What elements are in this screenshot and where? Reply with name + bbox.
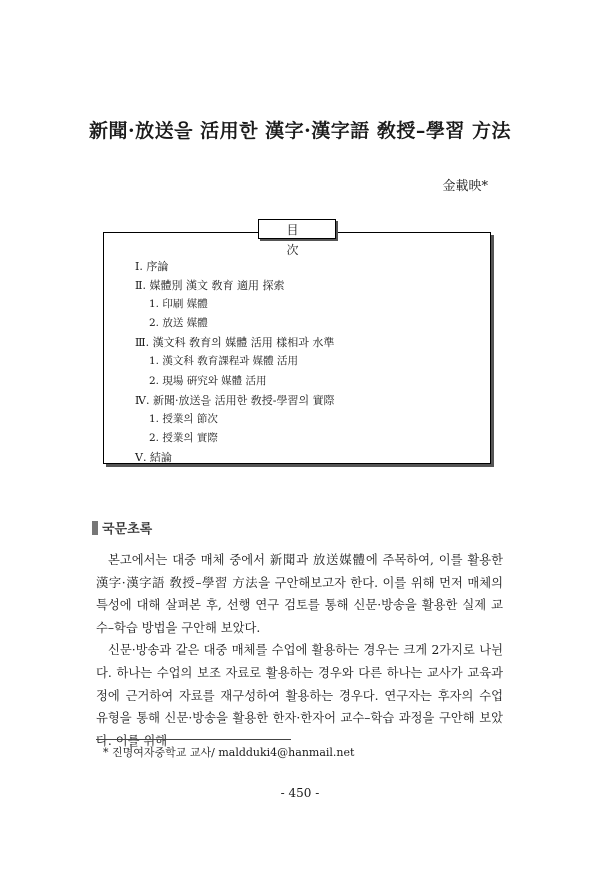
toc-subitem: 1. 印刷 媒體 [149,298,208,311]
toc-subitem: 1. 授業의 節次 [149,412,218,425]
abstract-paragraph: 신문·방송과 같은 대중 매체를 수업에 활용하는 경우는 크게 2가지로 나뉜다. 하나는 수업의 보조 자료로 활용하는 경우와 다른 하나는 교사가 교육과정에 근거하여 자료를 재구성하여 활용하는 경우다. 연구자는 후자의 수업 유형을 통해 신문·방송을 활용한 한자·한자어 교수–학습 과정을 구안해 보았다. 이를 위해 [96,643,503,748]
toc-subitem: 2. 放送 媒體 [149,317,208,330]
toc-item: Ⅱ. 媒體別 漢文 敎育 適用 探索 [135,279,285,293]
heading-bar-icon [92,521,98,535]
footnote-divider [96,739,291,740]
toc-subitem: 1. 漢文科 敎育課程과 媒體 活用 [149,355,299,368]
toc-list [135,257,335,467]
footnote: * 진명여자중학교 교사/ maldduki4@hanmail.net [103,746,355,759]
abstract-paragraph: 본고에서는 대중 매체 중에서 新聞과 放送媒體에 주목하여, 이를 활용한 漢字·漢字語 敎授–學習 方法을 구안해보고자 한다. 이를 위해 먼저 매체의 특성에 대해 살펴본 후, 선행 연구 검토를 통해 신문·방송을 활용한 실제 교수–학습 방법을 구안해 보았다. [96,553,503,635]
abstract-heading-text: 국문초록 [102,522,153,537]
toc-subitem: 2. 授業의 實際 [149,431,218,444]
toc-label: 目 次 [258,219,336,239]
author-name: 金載映* [442,179,488,194]
paper-title: 新聞·放送을 活用한 漢字·漢字語 敎授–學習 方法 [89,120,511,142]
abstract-body [96,549,503,752]
toc-item: Ⅴ. 結論 [135,450,172,464]
toc-subitem: 2. 現場 硏究와 媒體 活用 [149,374,267,387]
page-number: - 450 - [280,786,320,800]
toc-item: Ⅳ. 新聞·放送을 活用한 敎授-學習의 實際 [135,393,335,407]
abstract-heading [92,518,152,537]
toc-item: Ⅲ. 漢文科 敎育의 媒體 活用 樣相과 水準 [135,336,335,350]
toc-item: Ⅰ. 序論 [135,260,169,273]
